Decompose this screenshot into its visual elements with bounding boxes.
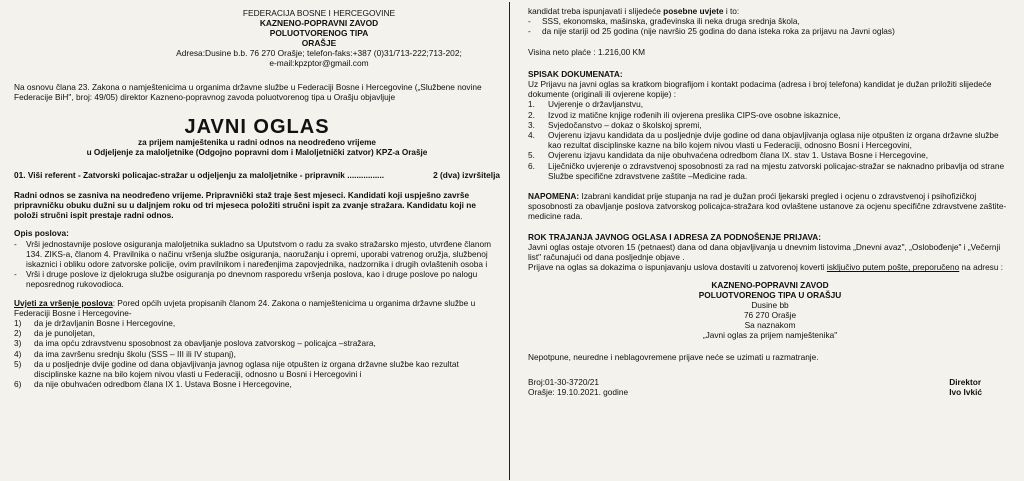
ad-title: JAVNI OGLAS — [184, 116, 330, 139]
right-column — [514, 0, 1024, 481]
condition-item: 6) da nije obuhvaćen odredbom člana IX 1. Ustava Bosne i Hercegovine, — [14, 379, 292, 390]
special-conditions-lead: kandidat treba ispunjavati i slijedeće posebne uvjete i to: — [528, 6, 740, 16]
documents-intro: Uz Prijavu na javni oglas sa kratkom biografijom i kontakt podacima (adresa i broj telefona) kandidat je dužan priložiti slijedeće dokumente (originali ili ovjerene kopije) : — [528, 79, 992, 100]
header-email: e-mail:kpzptor@gmail.com — [269, 58, 369, 68]
footer-reference — [528, 377, 628, 397]
issue-date: Orašje: 19.10.2021. godine — [528, 386, 629, 397]
document-item: 3. Svjedočanstvo – dokaz o školskoj spremi, — [528, 119, 702, 130]
position-line — [14, 170, 500, 180]
document-item: 1. Uvjerenje o državljanstvu, — [528, 99, 643, 110]
condition-item: 2) da je punoljetan, — [14, 328, 95, 339]
special-condition-item: - da nije stariji od 25 godina (nije navršio 25 godina do dana isteka roka za prijavu na Javni oglas) — [528, 26, 895, 37]
ad-subtitle-2: u Odjeljenje za maloljetnike (Odgojno popravni dom i Maloljetnički zatvor) KPZ-a Orašje — [86, 148, 428, 157]
header-line-4: ORAŠJE — [301, 38, 337, 48]
ad-subtitle-1: za prijem namještenika u radni odnos na neodređeno vrijeme — [138, 138, 376, 148]
deadline-text: Javni oglas ostaje otvoren 15 (petnaest) dana od dana objavljivanja u dnevnim listovima „Dnevni avaz", „Oslobođenje" i „Večernji list" računajući od dana posljednje objave . — [528, 241, 1001, 263]
salary-line: Visina neto plaće : 1.216,00 KM — [528, 46, 646, 57]
note-paragraph — [528, 191, 1012, 222]
conditions-text: : Pored općih uvjeta propisanih članom 24. Zakona o namještenicima u organima državne službe u Federaciji Bosne i Hercegovine- — [14, 297, 476, 318]
intro-paragraph: Na osnovu člana 23. Zakona o namještenicima u organima državne službe u Federaciji Bosne i Hercegovine („Službene novine Federacije BiH", broj: 49/05) direktor Kazneno-popravnog zavoda poluotvorenog tipa u Orašju objavljuje — [14, 82, 482, 103]
duty-item: - Vrši i druge poslove iz djelokruga službe osiguranja po dnevnom rasporedu vršenja poslova, kao i druge poslove po nalogu neposrednog rukovodioca. — [14, 269, 478, 290]
deadline-heading: ROK TRAJANJA JAVNOG OGLASA I ADRESA ZA PODNOŠENJE PRIJAVA: — [528, 231, 822, 242]
condition-item: 1) da je državljanin Bosne i Hercegovine, — [14, 318, 176, 329]
signatory — [949, 377, 1012, 397]
institution-header — [169, 8, 469, 68]
column-divider — [509, 2, 510, 480]
special-condition-item: - SSS, ekonomska, mašinska, građevinska ili neka druga srednja škola, — [528, 16, 800, 27]
duties-heading: Opis poslova: — [14, 228, 69, 239]
note-text: Izabrani kandidat prije stupanja na rad je dužan proći ljekarski pregled i ocjenu o zdravstvenoj i psihofizičkoj sposobnosti za obavljanje poslova zatvorskog policajca-stražara kod ovlaštene ustanove za ocjenu specifične zdravstvene zaštite-medicine rada. — [528, 191, 1007, 222]
note-label: NAPOMENA: — [528, 191, 580, 202]
documents-list — [528, 99, 1012, 181]
footer — [528, 377, 1012, 397]
documents-heading: SPISAK DOKUMENATA: — [528, 68, 623, 79]
document-item: 2. Izvod iz matične knjige rođenih ili ovjerena preslika CIPS-ove osobne iskaznice, — [528, 109, 841, 120]
conditions-list — [14, 318, 500, 389]
conditions-paragraph — [14, 298, 500, 318]
header-line-2: KAZNENO-POPRAVNI ZAVOD — [259, 18, 379, 28]
employment-terms: Radni odnos se zasniva na neodređeno vrijeme. Pripravnički staž traje šest mjeseci. Kandidati koji uspješno završe pripravničku obuku dužni su u daljnjem roku od tri mjeseca položiti stručni ispit za zvanje stražara. Kandidatu koji ne položi stručni ispit prestaje radni odnos. — [14, 189, 476, 221]
header-line-1: FEDERACIJA BOSNE I HERCEGOVINE — [242, 8, 396, 18]
duty-item: - Vrši jednostavnije poslove osiguranja maloljetnika sukladno sa Uputstvom o radu za svako stražarsko mjesto, utvrđene članom 134. ZIKS-a, članom 4. Pravilnika o načinu vršenja službe osiguranja, naoružanju i opremi, uporabi vatrenog oružja, službenoj iskaznici i obliku odore zatvorske policije, ovim pravilnikom i naređenjima zapovjednika, nadzornika i drugih ovlaštenih osoba i — [14, 238, 492, 270]
left-column — [0, 0, 508, 481]
document-item: 5. Ovjerenu izjavu kandidata da nije obuhvaćena odredbom člana IX. stav 1. Ustava Bosne i Hercegovine, — [528, 150, 929, 161]
conditions-label: Uvjeti za vršenje poslova — [14, 297, 113, 308]
position-count: 2 (dva) izvršitelja — [433, 169, 500, 180]
condition-item: 3) da ima opću zdravstvenu sposobnost za obavljanje poslova zatvorskog – policajca –stražara, — [14, 338, 376, 349]
position-title: 01. Viši referent - Zatvorski policajac-stražar u odjeljenju za maloljetnike - pripravnik ................ — [14, 169, 385, 180]
header-address: Adresa:Dusine b.b. 76 270 Orašje; telefon-faks:+387 (0)31/713-222;713-202; — [176, 48, 462, 58]
reference-number: Broj:01-30-3720/21 — [528, 376, 600, 387]
signatory-name: Ivo Ivkić — [949, 386, 982, 397]
submission-text: Prijave na oglas sa dokazima o ispunjavanju uslova dostaviti u zatvorenoj koverti isključivo putem pošte, preporučeno na adresu : — [528, 262, 1004, 273]
condition-item: 4) da ima završenu srednju školu (SSS – III ili IV stupanj), — [14, 348, 236, 359]
header-line-3: POLUOTVORENOG TIPA — [269, 28, 369, 38]
incomplete-notice: Nepotpune, neuredne i neblagovremene prijave neće se uzimati u razmatranje. — [528, 352, 819, 363]
document-item: 4. Ovjerenu izjavu kandidata da u posljednje dvije godine od dana objavljivanja oglasa nije otpušten iz organa državne službe kao rezultat disciplinske kazne na bilo kojem nivou vlasti u Federaciji, odnosno Bosni i Hercegovini, — [528, 130, 999, 151]
duties-list — [14, 239, 500, 290]
document-item: 6. Liječničko uvjerenje o zdravstvenoj sposobnosti za rad na mjestu zatvorski policajac-stražar se naknadno pribavlja od strane Službe specifične zdravstvene zaštite –Medicine rada. — [528, 160, 1005, 181]
signatory-role: Direktor — [949, 376, 982, 387]
condition-item: 5) da u posljednje dvije godine od dana objavljivanja javnog oglasa nije otpušten iz organa državne službe kao rezultat disciplinske kazne na bilo kojem nivou vlasti u Federaciji, odnosno u Bosni i Hercegovini i — [14, 358, 459, 380]
special-conditions-list — [528, 16, 1012, 36]
mailing-address: KAZNENO-POPRAVNI ZAVOD POLUOTVORENOG TIPA U ORAŠJU Dusine bb 76 270 Orašje Sa naznakom „Javni oglas za prijem namještenika" — [698, 280, 842, 341]
